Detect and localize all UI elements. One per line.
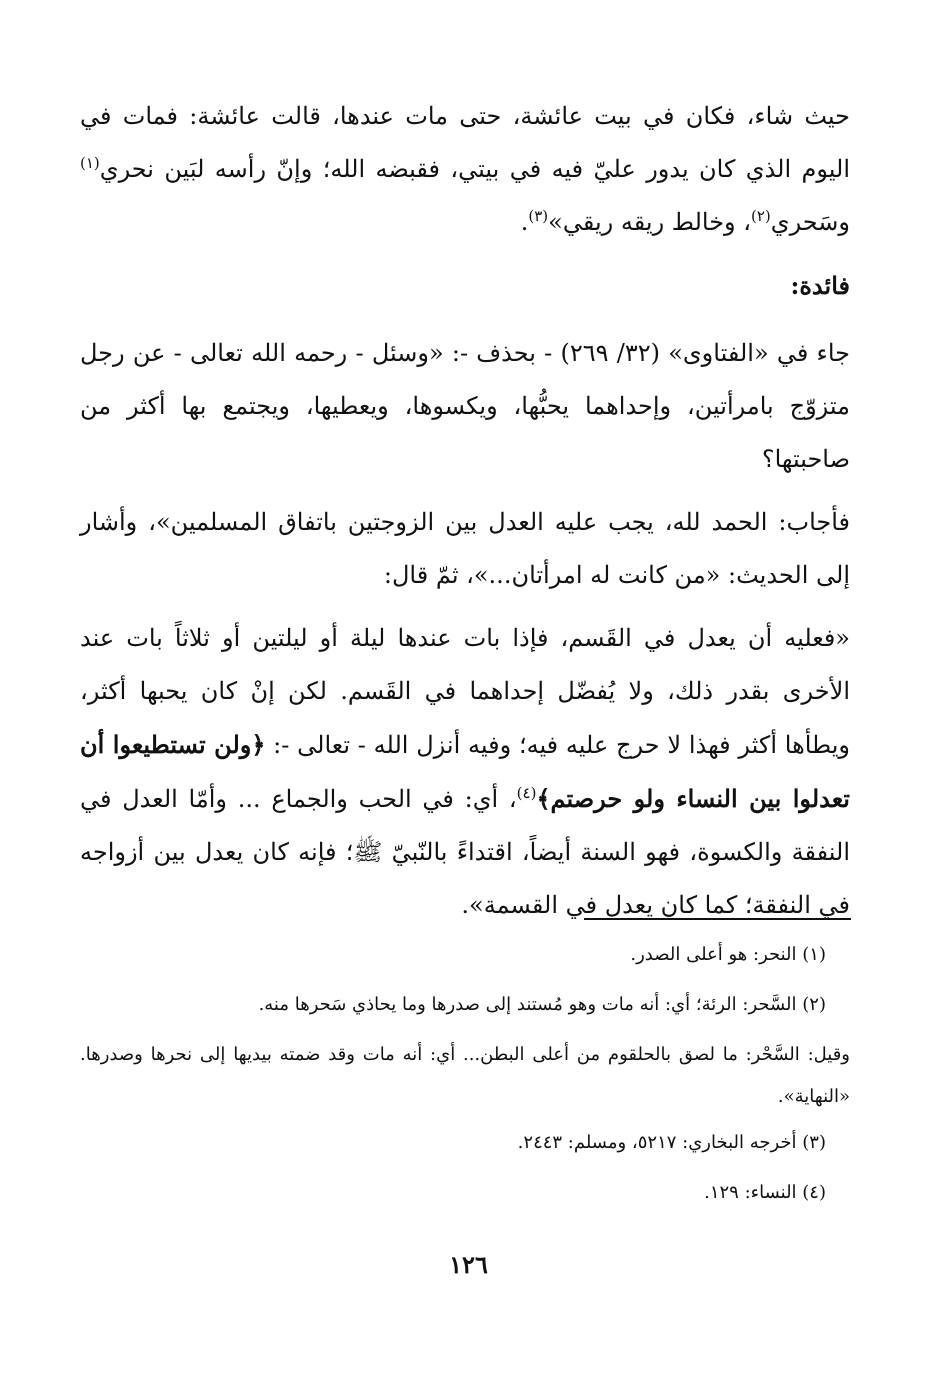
footnote-1: (١) النحر: هو أعلى الصدر. (630, 944, 826, 965)
footnote-ref-3: (٣) (528, 207, 549, 225)
main-text (80, 90, 850, 942)
footnote-ref-2: (٢) (751, 207, 771, 225)
paragraph-text: «فعليه أن يعدل في القَسم، فإذا بات عندها ليلة أو ليلتين أو ثلاثاً بات عند الأخرى بقدر ذلك، ولا يُفضّل إحداهما في القَسم. لكن إنْ كان يحبها أكثر، ويطأها أكثر فهذا لا حرج عليه فيه؛ وفيه أنزل الله - تعالى -: (80, 624, 850, 759)
footnote-ref-4: (٤) (516, 784, 537, 802)
paragraph-text: حيث شاء، فكان في بيت عائشة، حتى مات عندها، قالت عائشة: فمات في اليوم الذي كان يدور عليّ فيه في بيتي، فقبضه الله؛ وإنّ رأسه لبَين نحري (80, 102, 850, 183)
paragraph-fatawa-explanation (80, 612, 850, 932)
footnote-divider (584, 918, 851, 920)
paragraph-text: ، وخالط ريقه ريقي» (548, 208, 751, 236)
footnotes (80, 934, 850, 1222)
footnote-2: (٢) السَّحر: الرئة؛ أي: أنه مات وهو مُستند إلى صدرها وما يحاذي سَحرها منه. (258, 994, 826, 1015)
paragraph-fatawa-question: جاء في «الفتاوى» (٣٢/ ٢٦٩) - بحذف -: «وسئل - رحمه الله تعالى - عن رجل متزوّج بامرأتين، وإحداهما يحبُّها، ويكسوها، ويعطيها، ويجتمع بها أكثر من صاحبتها؟ (80, 339, 850, 473)
paragraph-text: وسَحري (770, 208, 850, 236)
paragraph-text: ، أي: في الحب والجماع ... وأمّا العدل في النفقة والكسوة، فهو السنة أيضاً، اقتداءً بالنّبيّ ﷺ؛ فإنه كان يعدل بين أزواجه في النفقة؛ كما كان يعدل في القسمة». (80, 785, 850, 919)
footnote-4: (٤) النساء: ١٢٩. (704, 1182, 826, 1203)
paragraph-text: . (520, 208, 529, 236)
footnote-2-continuation: وقيل: السَّحْر: ما لصق بالحلقوم من أعلى البطن... أي: أنه مات وقد ضمته بيديها إلى نحرها وصدرها. «النهاية». (80, 1044, 850, 1107)
footnote-3: (٣) أخرجه البخاري: ٥٢١٧، ومسلم: ٢٤٤٣. (517, 1132, 826, 1153)
quran-verse: ﴿ولن تستطيعوا أن تعدلوا بين النساء ولو حرصتم﴾ (80, 730, 850, 813)
paragraph-fatawa-answer: فأجاب: الحمد لله، يجب عليه العدل بين الزوجتين باتفاق المسلمين»، وأشار إلى الحديث: «من كانت له امرأتان...»، ثمّ قال: (80, 508, 851, 589)
page-number: ١٢٦ (449, 1250, 488, 1279)
section-heading: فائدة: (790, 271, 850, 300)
paragraph-hadith-ending (80, 90, 850, 249)
footnote-ref-1: (١) (80, 154, 100, 172)
